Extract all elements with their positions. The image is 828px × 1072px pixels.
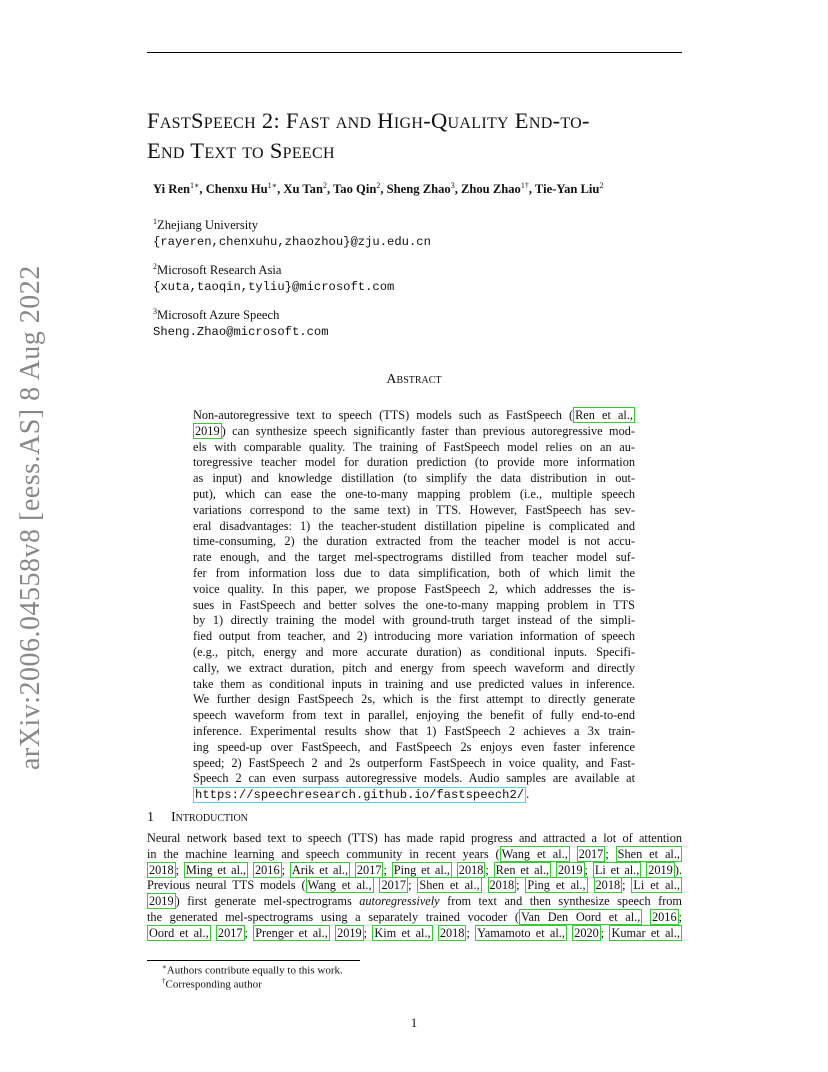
author-name: Tao Qin$^2$ bbox=[333, 181, 381, 197]
citation-link[interactable]: 2019 bbox=[149, 894, 174, 909]
citation-link[interactable]: Arik et al., bbox=[291, 862, 349, 877]
abstract-line: take them as conditional inputs in training and use predicted values in inference. bbox=[193, 676, 635, 691]
citation-link[interactable]: Kumar et al., bbox=[611, 925, 680, 940]
citation-link[interactable]: Van Den Oord et al., bbox=[520, 909, 641, 924]
citation-link[interactable]: Wang et al., bbox=[501, 846, 568, 861]
intro-line: Oord et al., 2017 ; Prenger et al., 2019 ; Kim et al., 2018 ; Yamamoto et al., 2020 ; Kumar et al., bbox=[149, 925, 680, 940]
intro-line: 2019 ) first generate mel-spectrograms autoregressively from text and then synthesize speech from bbox=[149, 894, 682, 909]
citation-link[interactable]: Ren et al., bbox=[575, 408, 633, 422]
citation-link[interactable]: Kim et al., bbox=[374, 925, 431, 940]
abstract-body bbox=[193, 408, 635, 803]
footnote-1: ∗Authors contribute equally to this work. bbox=[162, 963, 343, 977]
citation-link[interactable]: 2016 bbox=[255, 862, 280, 877]
abstract-line: time-consuming, 2) the duration extracted from the teacher model is not accu- bbox=[193, 534, 635, 549]
author-name: Sheng Zhao$^3$ bbox=[386, 181, 455, 197]
citation-link[interactable]: Wang et al., bbox=[307, 878, 372, 893]
abstract-line: inference. Experimental results show that 1) FastSpeech 2 achieves a 3x train- bbox=[193, 723, 635, 738]
citation-link[interactable]: 2016 bbox=[652, 909, 677, 924]
abstract-line: We further design FastSpeech 2s, which is the first attempt to directly generate bbox=[193, 692, 635, 707]
abstract-line: (e.g., pitch, energy and more accurate duration) as conditional inputs. Specifi- bbox=[193, 644, 635, 659]
section-heading: 1 Introduction bbox=[147, 810, 248, 825]
citation-link[interactable]: Ren et al., bbox=[495, 862, 550, 877]
footnote-2: †Corresponding author bbox=[162, 977, 262, 991]
abstract-line: put), which can ease the one-to-many mapping problem (i.e., multiple speech bbox=[193, 486, 635, 501]
affiliation-2: $^2$Microsoft Research Asia {xuta,taoqin,tyliu}@microsoft.com bbox=[153, 262, 395, 295]
page-number: 1 bbox=[410, 1016, 418, 1030]
intro-line: Neural network based text to speech (TTS) has made rapid progress and attracted a lot of attention bbox=[147, 831, 682, 845]
citation-link[interactable]: Li et al., bbox=[633, 878, 680, 893]
affiliation-email-1: {rayeren,chenxuhu,zhaozhou}@zju.edu.cn bbox=[153, 235, 431, 250]
citation-link[interactable]: 2019 bbox=[648, 862, 673, 877]
abstract-line: 2019 ) can synthesize speech significantly faster than previous autoregressive mod- bbox=[195, 423, 635, 438]
citation-link[interactable]: 2019 bbox=[557, 862, 583, 877]
footnote-rule bbox=[147, 960, 360, 961]
author-name: Zhou Zhao$^{1\dagger}$ bbox=[460, 181, 529, 197]
abstract-line: fer from information loss due to data simplification, both of which limit the bbox=[193, 565, 635, 580]
citation-link[interactable]: Ming et al., bbox=[185, 862, 247, 877]
citation-link[interactable]: 2019 bbox=[337, 925, 362, 940]
intro-line: the generated mel-spectrograms using a separately trained vocoder ( Van Den Oord et al., 2016 ; bbox=[147, 909, 683, 924]
abstract-line: variations correspond to the same text) in TTS. However, FastSpeech has sev- bbox=[193, 502, 635, 517]
author-name: Tie-Yan Liu$^2$ bbox=[534, 181, 604, 197]
citation-link[interactable]: 2017 bbox=[217, 925, 243, 940]
abstract-line: cally, we extract duration, pitch and energy from speech waveform and directly bbox=[193, 660, 635, 675]
introduction-body bbox=[147, 831, 682, 942]
abstract-line: eral disadvantages: 1) the teacher-student distillation pipeline is complicated and bbox=[193, 518, 635, 533]
affiliation-1: $^1$Zhejiang University {rayeren,chenxuhu,zhaozhou}@zju.edu.cn bbox=[153, 217, 431, 250]
affiliation-3: $^3$Microsoft Azure Speech Sheng.Zhao@microsoft.com bbox=[153, 307, 329, 340]
intro-line: in the machine learning and speech community in recent years ( Wang et al., 2017 ; Shen et al., bbox=[147, 846, 680, 861]
abstract-line: speed; 2) FastSpeech 2 and 2s outperform FastSpeech in voice quality, and Fast- bbox=[193, 755, 635, 770]
abstract-line: sues in FastSpeech and better solves the one-to-many mapping problem in TTS bbox=[193, 597, 635, 612]
citation-link[interactable]: 2017 bbox=[356, 862, 382, 877]
author-list: Yi Ren$^{1∗}$, Chenxu $Hu^{1∗}$, Xu Tan$^2$, Tao Qin$^2$, Sheng Zhao$^3$, Zhou Zhao$^{1\dagger}$, Tie-Yan Liu$^2$ bbox=[153, 181, 604, 197]
intro-line: Previous neural TTS models ( Wang et al., 2017 ; Shen et al., 2018 ; Ping et al., 2018 ; Li et al., bbox=[147, 878, 680, 893]
author-name: Chenxu $Hu^{1∗}$ bbox=[205, 181, 278, 197]
citation-link[interactable]: 2020 bbox=[574, 925, 599, 940]
paper-title bbox=[147, 106, 707, 166]
title-line-1: FastSpeech 2: Fast and High-Quality End-to- bbox=[147, 108, 590, 133]
citation-link[interactable]: 2018 bbox=[595, 878, 621, 893]
abstract-url-line: https://speechresearch.github.io/fastspeech2/ . bbox=[195, 787, 530, 803]
project-url-link[interactable]: https://speechresearch.github.io/fastspeech2/ bbox=[195, 788, 525, 803]
affiliation-email-2: {xuta,taoqin,tyliu}@microsoft.com bbox=[153, 280, 395, 295]
abstract-heading: Abstract bbox=[386, 372, 442, 387]
author-name: Yi Ren$^{1∗}$ bbox=[153, 181, 200, 197]
abstract-line: Speech 2 can even surpass autoregressive models. Audio samples are available at bbox=[193, 771, 635, 786]
citation-link[interactable]: 2017 bbox=[578, 846, 604, 861]
citation-link[interactable]: Prenger et al., bbox=[255, 925, 328, 940]
abstract-line: ing speed-up over FastSpeech, and FastSpeech 2s enjoys even faster inference bbox=[193, 739, 635, 754]
citation-link[interactable]: 2018 bbox=[439, 925, 465, 940]
citation-link[interactable]: Ping et al., bbox=[527, 878, 586, 893]
citation-link[interactable]: Shen et al., bbox=[419, 878, 480, 893]
citation-link[interactable]: Shen et al., bbox=[617, 846, 680, 861]
abstract-line: by 1) directly training the model with ground-truth target instead of the simpli- bbox=[193, 613, 635, 628]
citation-link[interactable]: Oord et al., bbox=[149, 925, 209, 940]
citation-link[interactable]: Ping et al., bbox=[393, 862, 450, 877]
citation-link[interactable]: 2018 bbox=[149, 862, 174, 877]
abstract-line: as input) and knowledge distillation (to simplify the data distribution in out- bbox=[193, 471, 635, 486]
citation-link[interactable]: 2018 bbox=[489, 878, 515, 893]
title-line-2: End Text to Speech bbox=[147, 138, 335, 163]
intro-line: 2018 ; Ming et al., 2016 ; Arik et al., 2017 ; Ping et al., 2018 ; Ren et al., 2019 ; Li et al., 2019 ). bbox=[149, 862, 682, 877]
abstract-line: Non-autoregressive text to speech (TTS) models such as FastSpeech ( Ren et al., bbox=[193, 408, 633, 422]
top-rule bbox=[147, 52, 682, 53]
affiliation-email-3: Sheng.Zhao@microsoft.com bbox=[153, 325, 329, 340]
abstract-line: voice quality. In this paper, we propose FastSpeech 2, which addresses the is- bbox=[193, 581, 635, 596]
citation-link[interactable]: 2017 bbox=[381, 878, 407, 893]
citation-link[interactable]: 2019 bbox=[195, 423, 220, 438]
author-name: Xu Tan$^2$ bbox=[283, 181, 327, 197]
abstract-line: els with comparable quality. The training of FastSpeech model relies on an au- bbox=[193, 439, 635, 454]
citation-link[interactable]: Li et al., bbox=[594, 862, 640, 877]
abstract-line: speech waveform from text in parallel, enjoying the benefit of fully end-to-end bbox=[193, 708, 635, 723]
abstract-line: rate enough, and the target mel-spectrograms distilled from teacher model suf- bbox=[193, 550, 635, 565]
abstract-line: toregressive teacher model for duration prediction (to provide more information bbox=[193, 455, 635, 470]
abstract-line: fied output from teacher, and 2) introducing more variation information of speech bbox=[193, 629, 635, 644]
arxiv-stamp: arXiv:2006.04558v8 [eess.AS] 8 Aug 2022 bbox=[15, 265, 46, 770]
citation-link[interactable]: 2018 bbox=[458, 862, 484, 877]
citation-link[interactable]: Yamamoto et al., bbox=[477, 925, 565, 940]
